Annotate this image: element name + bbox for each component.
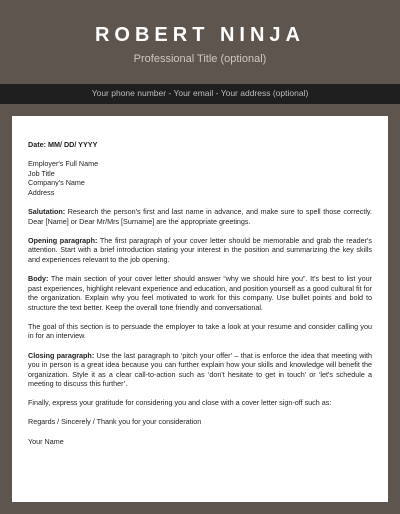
salutation-paragraph [28, 207, 372, 226]
opening-text: The first paragraph of your cover letter should be memorable and grab the reader's attention. Start with a brief introduction stating your interest in the position and summarizing the key skills and experiences relevant to the job opening. [28, 235, 373, 264]
body-label: Body: [28, 273, 49, 283]
body-paragraph [28, 274, 372, 312]
closing-paragraph [28, 351, 372, 389]
contact-bar [0, 84, 400, 104]
resume-header [0, 0, 400, 84]
letter-page [12, 116, 388, 502]
letter-date: Date: MM/ DD/ YYYY [28, 140, 98, 149]
recipient-job-title: Job Title [28, 168, 55, 178]
closing-text: Use the last paragraph to ‘pitch your offer’ – that is enforce the idea that meeting with you in person is a great idea because you can further explain how your skills and knowledge will benefit the organization. Style it as a clear call-to-action such as ‘don't hesitate to get in touch’ or ‘let's schedule a meeting to discuss this further’. [28, 350, 372, 389]
goal-paragraph: The goal of this section is to persuade the employer to take a look at your resume and consider calling you in for an interview. [28, 321, 372, 341]
letter-body [28, 140, 372, 456]
signoff-line: Regards / Sincerely / Thank you for your consideration [28, 417, 202, 427]
signature-name: Your Name [28, 436, 64, 446]
salutation-text: Research the person's first and last name in advance, and make sure to spell those correctly. Dear [Name] or Dear Mr/Mrs [Surname] are the appropriate greetings. [28, 206, 372, 226]
opening-label: Opening paragraph: [28, 235, 98, 245]
candidate-name: ROBERT NINJA [94, 24, 305, 46]
recipient-name: Employer's Full Name [28, 159, 99, 169]
opening-paragraph [28, 236, 372, 265]
gratitude-paragraph: Finally, express your gratitude for considering you and close with a cover letter sign-off such as: [28, 398, 332, 408]
salutation-label: Salutation: [28, 206, 66, 216]
body-text: The main section of your cover letter should answer “why we should hire you”. It's best to list your past experiences, highlight relevant experience and education, and position yourself as a good cultural fit for the organization. Explain why you feel motivated to work for this company. Use bullet points and bold to structure the text better. Keep the overall tone friendly and conversational. [28, 273, 372, 312]
recipient-block [28, 159, 372, 197]
recipient-company: Company's Name [28, 178, 85, 188]
closing-label: Closing paragraph: [28, 350, 95, 360]
contact-info: Your phone number - Your email - Your address (optional) [91, 88, 309, 98]
professional-title: Professional Title (optional) [133, 53, 267, 65]
recipient-address: Address [28, 187, 55, 197]
